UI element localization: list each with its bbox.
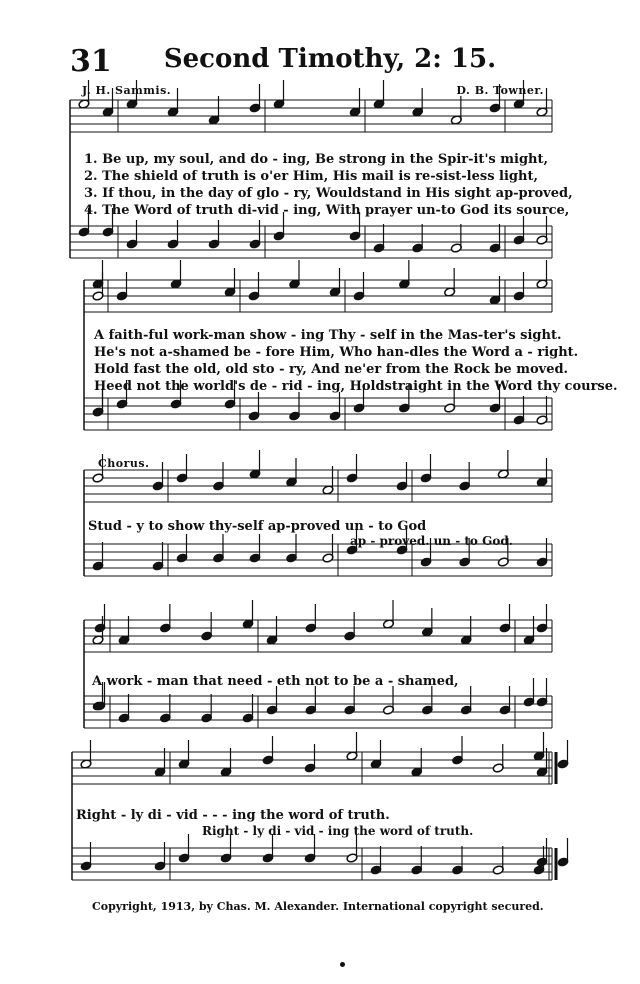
verse-1-line-1: 1. Be up, my soul, and do - ing, Be strong in the Spir-it's might, xyxy=(84,152,549,167)
chorus-line-3-lower: Right - ly di - vid - ing the word of truth. xyxy=(202,824,474,838)
verse-2-line-1: 2. The shield of truth is o'er Him, His mail is re-sist-less light, xyxy=(84,169,538,184)
verse-3-line-2: Hold fast the old, old sto - ry, And ne'er from the Rock be moved. xyxy=(94,362,569,377)
verse-4-line-2: Heed not the world's de - rid - ing, Holdstraight in the Word thy course. xyxy=(94,379,618,394)
page-dot xyxy=(340,962,345,967)
verse-3-line-1: 3. If thou, in the day of glo - ry, Wouldstand in His sight ap-proved, xyxy=(84,186,573,201)
lyricist-credit: J. H. Sammis. xyxy=(82,84,172,97)
verse-1-line-2: A faith-ful work-man show - ing Thy - self in the Mas-ter's sight. xyxy=(94,328,562,343)
verse-2-line-2: He's not a-shamed be - fore Him, Who han-dles the Word a - right. xyxy=(94,345,579,360)
chorus-line-2: A work - man that need - eth not to be a - shamed, xyxy=(92,674,459,689)
chorus-line-1-upper: Stud - y to show thy-self ap-proved un - to God xyxy=(88,519,427,534)
hymn-title: Second Timothy, 2: 15. xyxy=(163,44,497,74)
hymn-number: 31 xyxy=(70,44,112,79)
verse-4-line-1: 4. The Word of truth di-vid - ing, With prayer un-to God its source, xyxy=(84,203,570,218)
copyright-notice: Copyright, 1913, by Chas. M. Alexander. International copyright secured. xyxy=(92,900,544,913)
composer-credit: D. B. Towner. xyxy=(456,84,544,97)
chorus-line-3-upper: Right - ly di - vid - - - ing the word of truth. xyxy=(76,808,390,823)
chorus-label: Chorus. xyxy=(98,457,150,470)
chorus-line-1-lower: ap - proved. un - to God. xyxy=(350,534,513,548)
